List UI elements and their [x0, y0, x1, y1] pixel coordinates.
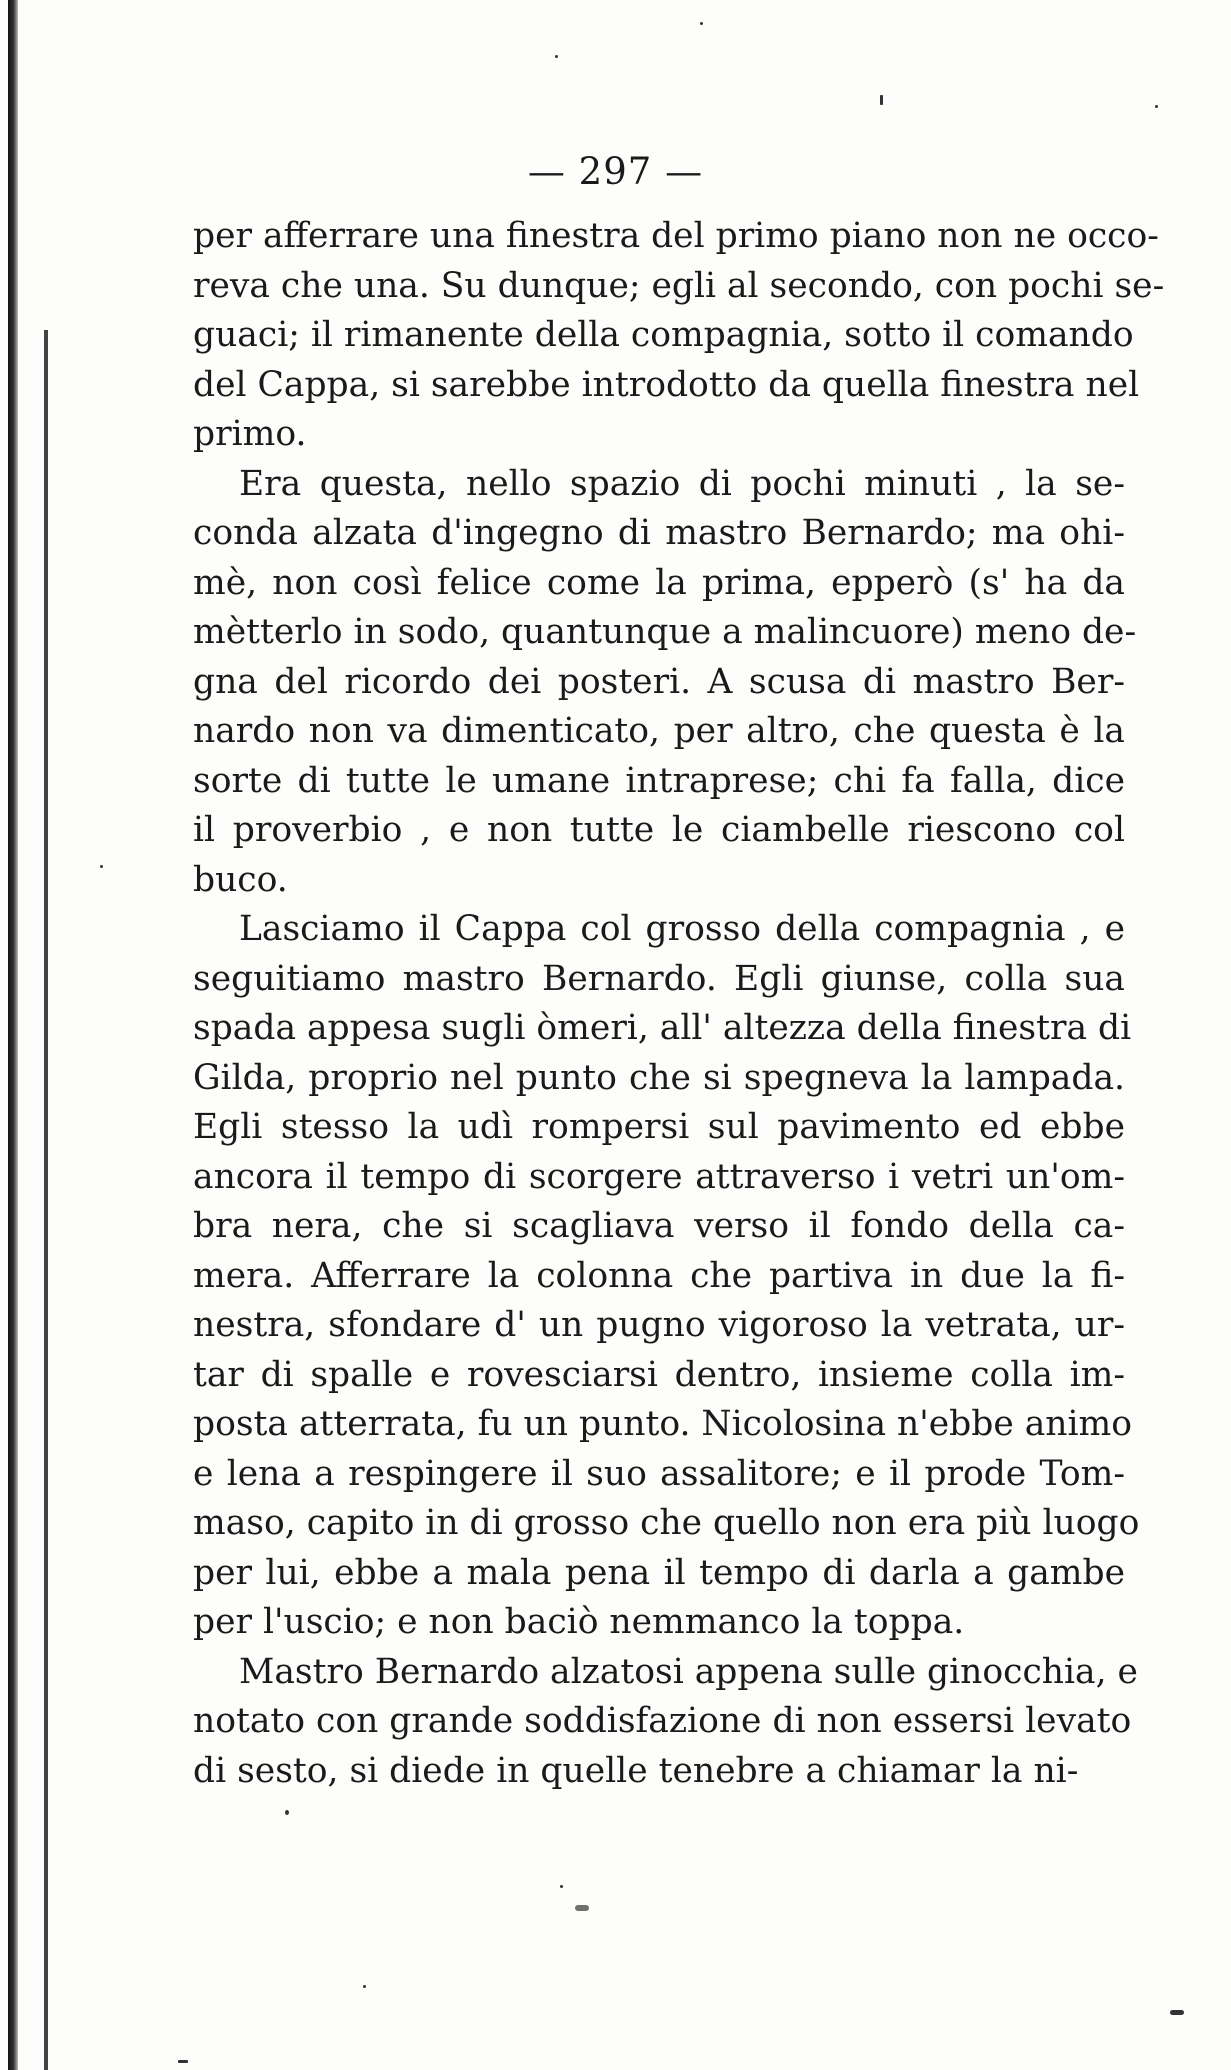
text-line: conda alzata d'ingegno di mastro Bernardo; ma ohi- — [193, 513, 1125, 553]
text-line: e lena a respingere il suo assalitore; e il prode Tom- — [193, 1453, 1125, 1494]
text-line: bra nera, che si scagliava verso il fondo della ca- — [193, 1206, 1125, 1246]
scan-speck — [880, 95, 883, 105]
scan-speck — [555, 55, 558, 58]
text-line: Era questa, nello spazio di pochi minuti , la se- — [239, 463, 1125, 504]
text-line: guaci; il rimanente della compagnia, sotto il comando — [193, 315, 1134, 355]
text-line: mè, non così felice come la prima, epperò (s' ha da — [193, 562, 1125, 603]
binding-edge — [8, 0, 18, 2070]
text-line: sorte di tutte le umane intraprese; chi fa falla, dice — [193, 760, 1125, 801]
text-line: Egli stesso la udì rompersi sul pavimento ed ebbe — [193, 1107, 1125, 1147]
body-text — [193, 212, 1165, 1796]
text-line: reva che una. Su dunque; egli al secondo, con pochi se- — [193, 265, 1165, 306]
page-number: — 297 — — [527, 150, 704, 193]
text-line: mera. Afferrare la colonna che partiva in due la fi- — [193, 1255, 1125, 1296]
text-line: del Cappa, si sarebbe introdotto da quella finestra nel — [193, 364, 1140, 405]
scan-speck — [700, 22, 703, 25]
scan-speck — [1170, 2010, 1184, 2015]
text-line: Mastro Bernardo alzatosi appena sulle ginocchia, e — [239, 1651, 1138, 1692]
text-line: Gilda, proprio nel punto che si spegneva la lampada. — [193, 1057, 1125, 1098]
text-line: per afferrare una finestra del primo piano non ne occo- — [193, 216, 1159, 256]
text-line: per l'uscio; e non baciò nemmanco la toppa. — [193, 1602, 965, 1642]
text-line: notato con grande soddisfazione di non essersi levato — [193, 1701, 1132, 1741]
text-line: nardo non va dimenticato, per altro, che questa è la — [193, 711, 1125, 751]
text-line: gna del ricordo dei posteri. A scusa di mastro Ber- — [193, 661, 1125, 702]
text-line: primo. — [193, 414, 307, 454]
scan-speck — [178, 2060, 188, 2063]
scan-speck — [363, 1985, 366, 1988]
scan-speck — [100, 865, 103, 868]
scan-speck — [560, 1885, 563, 1888]
text-line: maso, capito in di grosso che quello non era più luogo — [193, 1503, 1140, 1543]
text-line: nestra, sfondare d' un pugno vigoroso la vetrata, ur- — [193, 1305, 1125, 1345]
text-line: spada appesa sugli òmeri, all' altezza della finestra di — [193, 1008, 1132, 1048]
text-line: buco. — [193, 859, 288, 900]
text-line: seguitiamo mastro Bernardo. Egli giunse, colla sua — [193, 958, 1125, 999]
text-line: il proverbio , e non tutte le ciambelle riescono col — [193, 810, 1125, 850]
text-line: di sesto, si diede in quelle tenebre a chiamar la ni- — [193, 1750, 1079, 1791]
text-line: ancora il tempo di scorgere attraverso i vetri un'om- — [193, 1156, 1125, 1197]
scan-speck — [575, 1905, 589, 1911]
text-line: posta atterrata, fu un punto. Nicolosina n'ebbe animo — [193, 1404, 1133, 1444]
text-line: mètterlo in sodo, quantunque a malincuore) meno de- — [193, 612, 1137, 652]
text-line: per lui, ebbe a mala pena il tempo di darla a gambe — [193, 1552, 1125, 1593]
scan-speck — [285, 1810, 289, 1815]
text-line: Lasciamo il Cappa col grosso della compagnia , e — [239, 909, 1125, 949]
scan-speck — [1155, 105, 1158, 108]
binding-edge-shadow — [44, 330, 48, 2070]
text-line: tar di spalle e rovesciarsi dentro, insieme colla im- — [193, 1354, 1125, 1395]
